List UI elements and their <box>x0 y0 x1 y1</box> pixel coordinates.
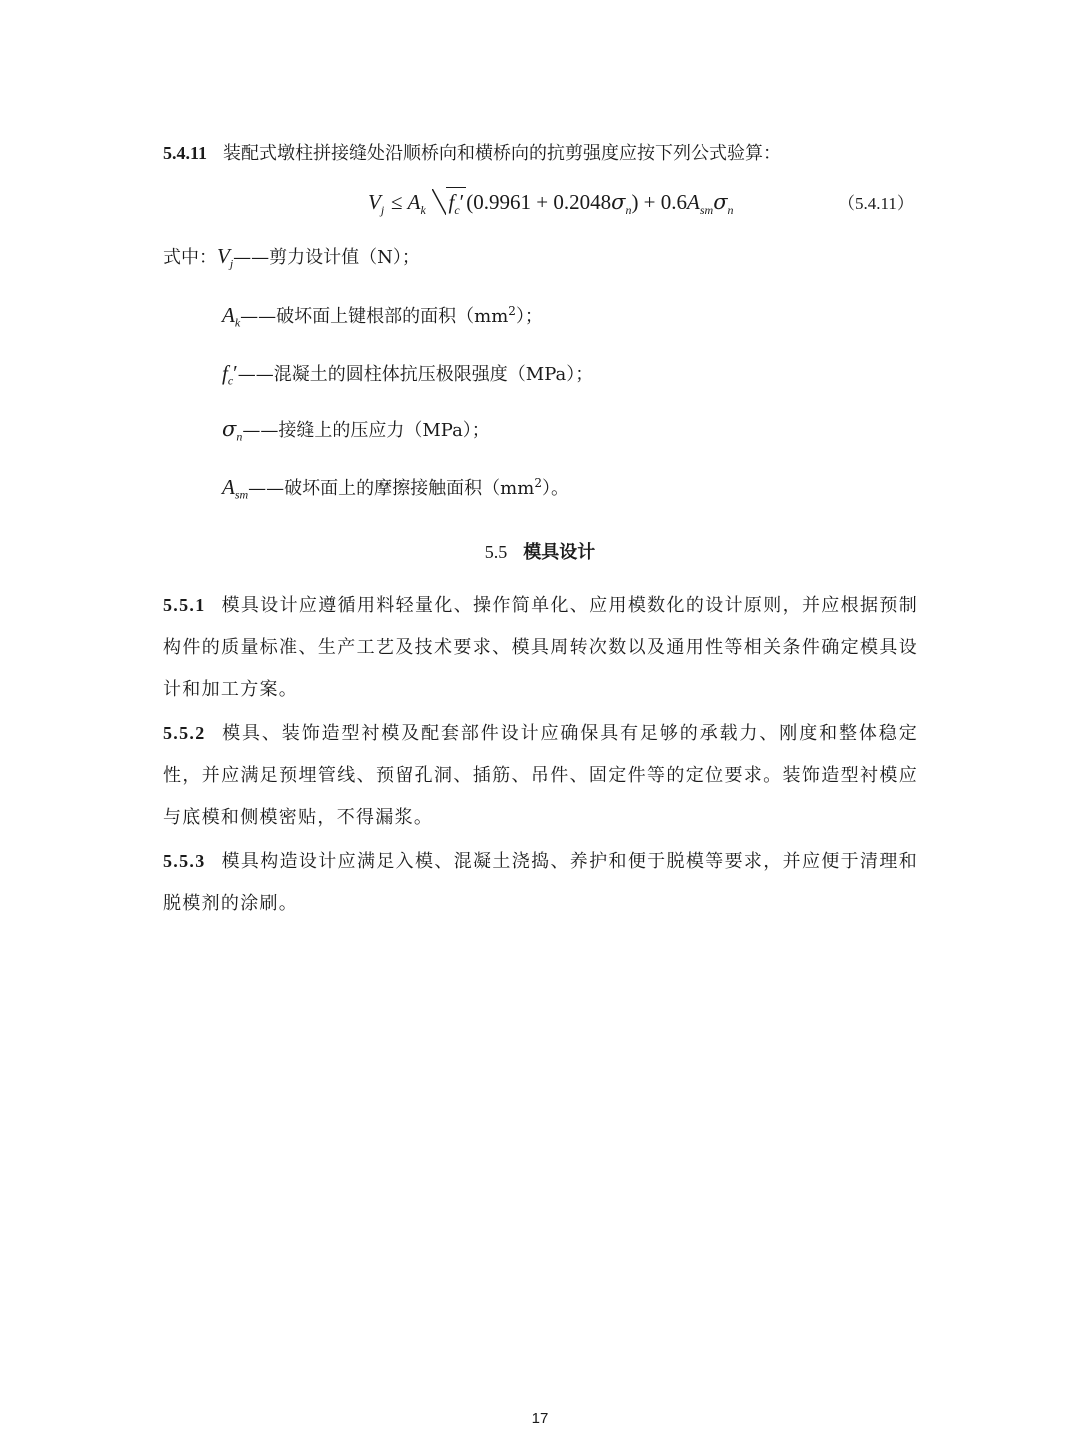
definition-sigma: ——接缝上的压应力（MPa）； <box>242 420 490 441</box>
definitions-intro: 式中： <box>163 247 217 268</box>
shear-strength-formula: $V_j \le A_k$ $f_c'(0.9961 + 0.2048\sigma_n) + 0.6A_{sm}\sigma_n$ <box>368 187 734 216</box>
definition-ak-line: $A_k——$破坏面上键根部的面积$(mm^2)$； <box>222 303 543 330</box>
clause-5-5-1 <box>163 584 918 711</box>
clause-text: 模具设计应遵循用料轻量化、操作简单化、应用模数化的设计原则，并应根据预制构件的质量标准、生产工艺及技术要求、模具周转次数以及通用性等相关条件确定模具设计和加工方案。 <box>163 595 918 700</box>
clause-text: 模具、装饰造型衬模及配套部件设计应确保具有足够的承载力、刚度和整体稳定性，并应满足预埋管线、预留孔洞、插筋、吊件、固定件等的定位要求。装饰造型衬模应与底模和侧模密贴，不得漏浆。 <box>163 723 918 828</box>
section-heading <box>0 538 1080 564</box>
definition-asm: ——破坏面上的摩擦接触面积（mm <box>248 478 535 499</box>
page-number: 17 <box>531 1410 549 1427</box>
clause-number: 5.4.11 <box>163 143 208 163</box>
clause-5-4-11 <box>163 141 923 166</box>
definition-sigma-line: $\sigma_n——$接缝上的压应力（MPa）； <box>222 417 490 444</box>
definitions-intro-line: 式中：$V_j——$剪力设计值（N）； <box>163 244 420 271</box>
definition-ak: ——破坏面上键根部的面积（mm <box>240 306 509 327</box>
clause-text: 模具构造设计应满足入模、混凝土浇捣、养护和便于脱模等要求，并应便于清理和脱模剂的涂刷。 <box>163 851 918 914</box>
section-number: 5.5 <box>484 542 508 562</box>
definition-fc-line: $f_c'——$混凝土的圆柱体抗压极限强度（MPa）； <box>222 361 594 388</box>
clause-number: 5.5.2 <box>163 723 206 743</box>
definition-asm-line: $A_{sm}——$破坏面上的摩擦接触面积$(mm^2)$。 <box>222 475 569 502</box>
clause-number: 5.5.3 <box>163 851 206 871</box>
section-title: 模具设计 <box>523 542 596 563</box>
definition-vj: ——剪力设计值（N）； <box>233 247 420 268</box>
clause-number: 5.5.1 <box>163 595 206 615</box>
formula-number: （5.4.11） <box>838 194 914 213</box>
clause-5-5-2 <box>163 712 918 839</box>
definition-fc: ——混凝土的圆柱体抗压极限强度（MPa）； <box>237 364 594 385</box>
clause-text: 装配式墩柱拼接缝处沿顺桥向和横桥向的抗剪强度应按下列公式验算： <box>223 143 782 164</box>
clause-5-5-3 <box>163 840 918 925</box>
